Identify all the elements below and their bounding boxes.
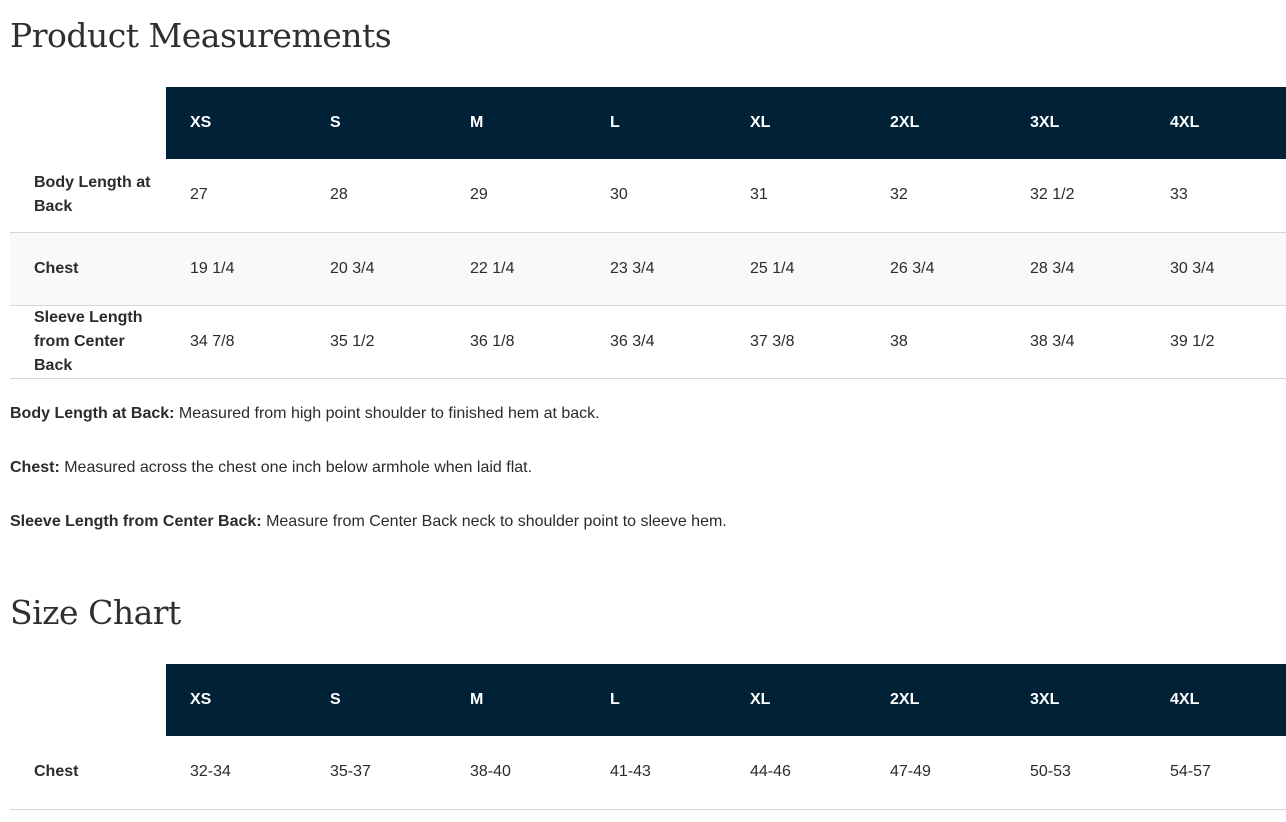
table-cell: 35 1/2 [306, 305, 446, 378]
note-term: Body Length at Back: [10, 405, 175, 422]
measurement-notes [10, 402, 1286, 564]
size-header-3xl: 3XL [1006, 664, 1146, 736]
table-cell: 36 1/8 [446, 305, 586, 378]
table-cell: 31 [726, 159, 866, 232]
size-chart-table [10, 664, 1286, 810]
size-header-l: L [586, 87, 726, 159]
table-header-row [10, 664, 1286, 736]
size-header-2xl: 2XL [866, 87, 1006, 159]
size-header-xl: XL [726, 87, 866, 159]
table-cell: 27 [166, 159, 306, 232]
table-cell: 38 3/4 [1006, 305, 1146, 378]
table-cell: 38-40 [446, 736, 586, 809]
size-header-xs: XS [166, 664, 306, 736]
table-cell: 28 [306, 159, 446, 232]
size-header-4xl: 4XL [1146, 664, 1286, 736]
size-header-s: S [306, 664, 446, 736]
table-cell: 29 [446, 159, 586, 232]
product-measurements-title: Product Measurements [10, 16, 392, 55]
corner-cell [10, 664, 166, 736]
size-header-xl: XL [726, 664, 866, 736]
table-cell: 32 [866, 159, 1006, 232]
table-cell: 30 3/4 [1146, 232, 1286, 305]
size-header-3xl: 3XL [1006, 87, 1146, 159]
note-text: Measured across the chest one inch below armhole when laid flat. [59, 459, 533, 476]
table-cell: 36 3/4 [586, 305, 726, 378]
corner-cell [10, 87, 166, 159]
size-header-m: M [446, 87, 586, 159]
row-label: Chest [10, 232, 166, 305]
table-cell: 19 1/4 [166, 232, 306, 305]
note-term: Chest: [10, 459, 60, 476]
table-cell: 38 [866, 305, 1006, 378]
note-chest [10, 456, 1286, 480]
table-cell: 33 [1146, 159, 1286, 232]
row-label: Body Length at Back [10, 159, 166, 232]
size-header-xs: XS [166, 87, 306, 159]
table-row [10, 232, 1286, 305]
note-body-length [10, 402, 1286, 426]
table-cell: 44-46 [726, 736, 866, 809]
table-cell: 32-34 [166, 736, 306, 809]
size-header-l: L [586, 664, 726, 736]
size-header-s: S [306, 87, 446, 159]
product-measurements-table [10, 87, 1286, 379]
table-cell: 28 3/4 [1006, 232, 1146, 305]
table-cell: 22 1/4 [446, 232, 586, 305]
size-header-4xl: 4XL [1146, 87, 1286, 159]
table-cell: 32 1/2 [1006, 159, 1146, 232]
table-cell: 20 3/4 [306, 232, 446, 305]
table-cell: 39 1/2 [1146, 305, 1286, 378]
table-cell: 34 7/8 [166, 305, 306, 378]
size-header-2xl: 2XL [866, 664, 1006, 736]
table-cell: 41-43 [586, 736, 726, 809]
row-label: Sleeve Length from Center Back [10, 305, 166, 378]
size-chart-title: Size Chart [10, 593, 181, 632]
table-row [10, 159, 1286, 232]
row-label: Chest [10, 736, 166, 809]
table-cell: 47-49 [866, 736, 1006, 809]
note-text: Measure from Center Back neck to shoulder point to sleeve hem. [261, 513, 727, 530]
table-cell: 23 3/4 [586, 232, 726, 305]
note-sleeve-length [10, 510, 1286, 534]
note-term: Sleeve Length from Center Back: [10, 513, 262, 530]
table-cell: 50-53 [1006, 736, 1146, 809]
table-cell: 35-37 [306, 736, 446, 809]
size-header-m: M [446, 664, 586, 736]
table-cell: 37 3/8 [726, 305, 866, 378]
table-row [10, 736, 1286, 809]
table-row [10, 305, 1286, 378]
table-cell: 25 1/4 [726, 232, 866, 305]
table-cell: 26 3/4 [866, 232, 1006, 305]
table-cell: 54-57 [1146, 736, 1286, 809]
note-text: Measured from high point shoulder to finished hem at back. [174, 405, 600, 422]
table-header-row [10, 87, 1286, 159]
table-cell: 30 [586, 159, 726, 232]
